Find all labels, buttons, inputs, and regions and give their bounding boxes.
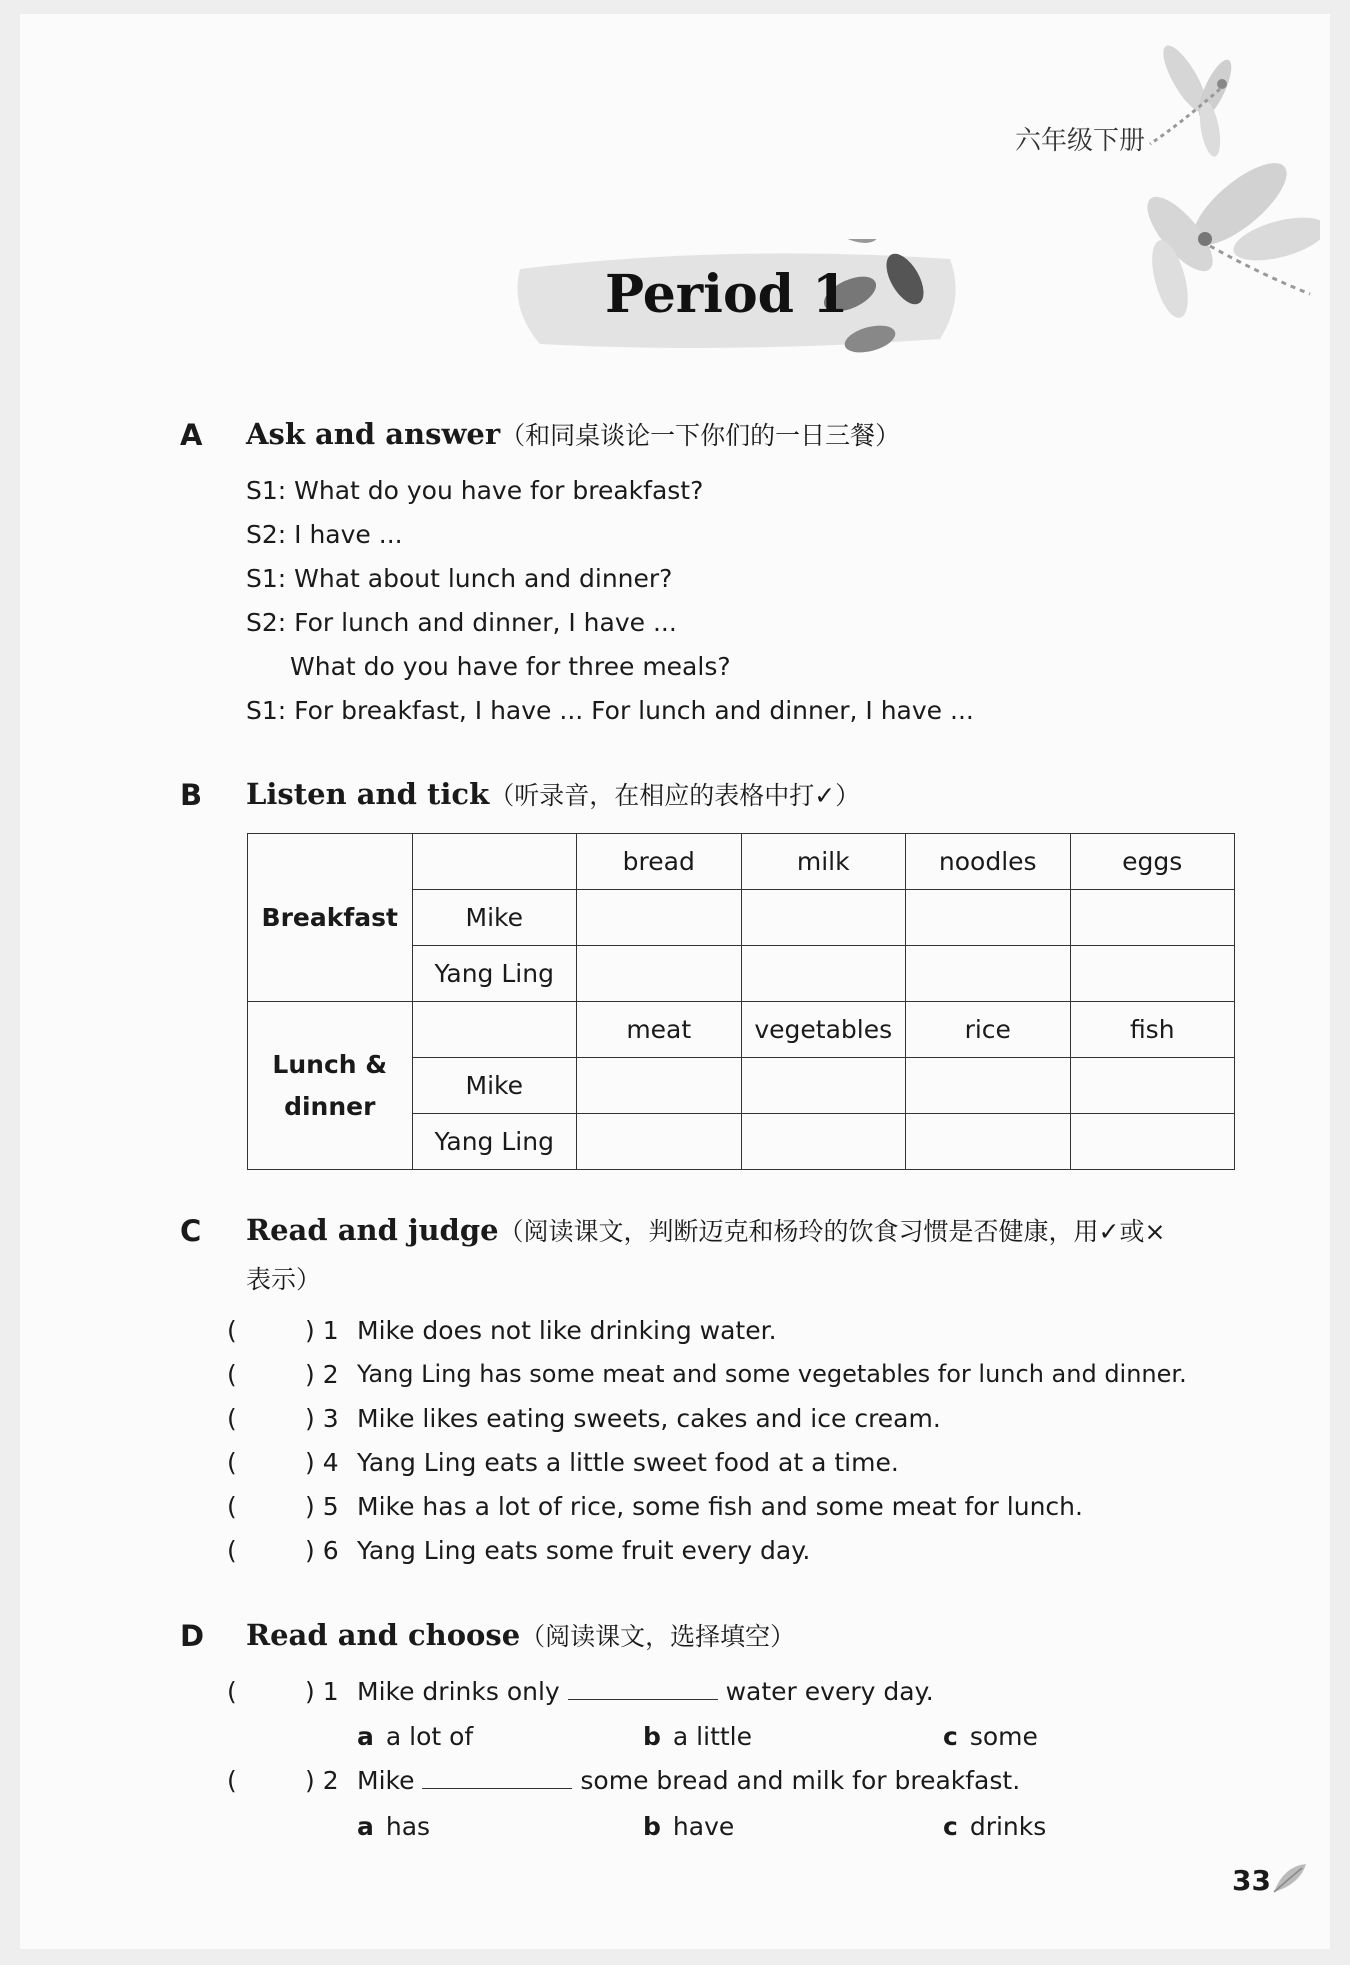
dragonfly-icon bbox=[1140, 34, 1260, 164]
question-text bbox=[357, 1766, 1020, 1795]
food-header: vegetables bbox=[741, 1002, 906, 1058]
workbook-page bbox=[20, 14, 1330, 1949]
item-number: ) 3 bbox=[305, 1404, 339, 1433]
option-c bbox=[943, 1812, 1046, 1841]
section-b-title bbox=[246, 776, 860, 812]
option-text: a little bbox=[672, 1722, 752, 1751]
page-number: 33 bbox=[1232, 1864, 1271, 1897]
section-a-title bbox=[246, 416, 900, 452]
tick-cell[interactable] bbox=[1070, 946, 1235, 1002]
item-text: Yang Ling eats a little sweet food at a time. bbox=[357, 1448, 899, 1477]
section-c-title-cont bbox=[246, 1260, 321, 1296]
name-cell: Mike bbox=[412, 890, 577, 946]
option-text: a lot of bbox=[385, 1722, 474, 1751]
section-c-title-cn: （阅读课文，判断迈克和杨玲的饮食习惯是否健康，用✓或× bbox=[498, 1217, 1166, 1246]
food-header: noodles bbox=[906, 834, 1071, 890]
item-text: Mike has a lot of rice, some fish and some meat for lunch. bbox=[357, 1492, 1083, 1521]
tick-cell[interactable] bbox=[906, 946, 1071, 1002]
option-key: c bbox=[943, 1722, 958, 1751]
tick-cell[interactable] bbox=[1070, 1114, 1235, 1170]
item-number: ) 5 bbox=[305, 1492, 339, 1521]
section-a-title-en: Ask and answer bbox=[246, 417, 501, 451]
answer-bracket[interactable]: ( bbox=[227, 1360, 237, 1389]
grade-label: 六年级下册 bbox=[1015, 126, 1146, 156]
section-b-title-cn: （听录音，在相应的表格中打✓） bbox=[489, 781, 861, 810]
name-cell: Yang Ling bbox=[412, 946, 577, 1002]
fill-blank[interactable] bbox=[568, 1699, 718, 1700]
section-c-title-en: Read and judge bbox=[246, 1213, 499, 1247]
item-number: ) 1 bbox=[305, 1677, 339, 1706]
name-cell: Yang Ling bbox=[412, 1114, 577, 1170]
option-key: b bbox=[643, 1722, 661, 1751]
tick-table bbox=[247, 833, 1235, 1170]
food-header: rice bbox=[906, 1002, 1071, 1058]
dragonfly-icon bbox=[1130, 154, 1320, 324]
tick-cell[interactable] bbox=[741, 890, 906, 946]
option-key: a bbox=[357, 1722, 374, 1751]
table-cell bbox=[412, 1002, 577, 1058]
item-text: Yang Ling has some meat and some vegetables for lunch and dinner. bbox=[357, 1360, 1187, 1388]
tick-cell[interactable] bbox=[577, 1058, 742, 1114]
question-text bbox=[357, 1677, 934, 1706]
section-d-title bbox=[246, 1617, 795, 1653]
leaf-icon bbox=[1270, 1862, 1310, 1896]
option-key: a bbox=[357, 1812, 374, 1841]
answer-bracket[interactable]: ( bbox=[227, 1316, 237, 1345]
period-title: Period 1 bbox=[605, 264, 849, 325]
dialogue-line: S2: For lunch and dinner, I have ... bbox=[246, 608, 677, 637]
answer-bracket[interactable]: ( bbox=[227, 1766, 237, 1795]
table-cell bbox=[412, 834, 577, 890]
section-a-letter: A bbox=[180, 418, 203, 452]
fill-blank[interactable] bbox=[422, 1788, 572, 1789]
tick-cell[interactable] bbox=[906, 1114, 1071, 1170]
option-text: have bbox=[672, 1812, 735, 1841]
tick-cell[interactable] bbox=[906, 1058, 1071, 1114]
item-text: Mike does not like drinking water. bbox=[357, 1316, 777, 1345]
lunch-label-line1: Lunch & bbox=[272, 1049, 388, 1079]
food-header: bread bbox=[577, 834, 742, 890]
tick-cell[interactable] bbox=[1070, 890, 1235, 946]
question-before: Mike bbox=[357, 1766, 415, 1795]
item-text: Yang Ling eats some fruit every day. bbox=[357, 1536, 811, 1565]
breakfast-label: Breakfast bbox=[248, 834, 413, 1002]
section-d-letter: D bbox=[180, 1619, 205, 1653]
dialogue-line: What do you have for three meals? bbox=[290, 652, 731, 681]
tick-cell[interactable] bbox=[741, 1058, 906, 1114]
item-number: ) 2 bbox=[305, 1766, 339, 1795]
answer-bracket[interactable]: ( bbox=[227, 1677, 237, 1706]
section-c-title bbox=[246, 1212, 1165, 1248]
food-header: fish bbox=[1070, 1002, 1235, 1058]
dialogue-line: S1: What do you have for breakfast? bbox=[246, 476, 704, 505]
lunch-dinner-label bbox=[248, 1002, 413, 1170]
question-after: water every day. bbox=[725, 1677, 934, 1706]
section-c-letter: C bbox=[180, 1214, 202, 1248]
option-a bbox=[357, 1722, 473, 1751]
option-key: c bbox=[943, 1812, 958, 1841]
option-key: b bbox=[643, 1812, 661, 1841]
option-text: some bbox=[969, 1722, 1038, 1751]
name-cell: Mike bbox=[412, 1058, 577, 1114]
dialogue-line: S1: What about lunch and dinner? bbox=[246, 564, 673, 593]
question-after: some bread and milk for breakfast. bbox=[580, 1766, 1021, 1795]
item-number: ) 1 bbox=[305, 1316, 339, 1345]
answer-bracket[interactable]: ( bbox=[227, 1536, 237, 1565]
section-b-title-en: Listen and tick bbox=[246, 777, 490, 811]
option-b bbox=[643, 1812, 734, 1841]
answer-bracket[interactable]: ( bbox=[227, 1448, 237, 1477]
item-number: ) 6 bbox=[305, 1536, 339, 1565]
lunch-label-line2: dinner bbox=[284, 1091, 376, 1121]
food-header: milk bbox=[741, 834, 906, 890]
section-b-letter: B bbox=[180, 778, 203, 812]
option-text: has bbox=[385, 1812, 431, 1841]
dialogue-line: S1: For breakfast, I have ... For lunch and dinner, I have ... bbox=[246, 696, 974, 725]
option-text: drinks bbox=[969, 1812, 1047, 1841]
dialogue-line: S2: I have ... bbox=[246, 520, 403, 549]
answer-bracket[interactable]: ( bbox=[227, 1404, 237, 1433]
tick-cell[interactable] bbox=[577, 890, 742, 946]
section-d-title-cn: （阅读课文，选择填空） bbox=[520, 1622, 796, 1651]
item-number: ) 2 bbox=[305, 1360, 339, 1389]
item-number: ) 4 bbox=[305, 1448, 339, 1477]
section-d-title-en: Read and choose bbox=[246, 1618, 521, 1652]
item-text: Mike likes eating sweets, cakes and ice cream. bbox=[357, 1404, 941, 1433]
section-a-title-cn: （和同桌谈论一下你们的一日三餐） bbox=[500, 421, 901, 450]
tick-cell[interactable] bbox=[577, 1114, 742, 1170]
tick-cell[interactable] bbox=[577, 946, 742, 1002]
tick-cell[interactable] bbox=[1070, 1058, 1235, 1114]
option-b bbox=[643, 1722, 752, 1751]
option-a bbox=[357, 1812, 430, 1841]
food-header: eggs bbox=[1070, 834, 1235, 890]
answer-bracket[interactable]: ( bbox=[227, 1492, 237, 1521]
tick-cell[interactable] bbox=[906, 890, 1071, 946]
tick-cell[interactable] bbox=[741, 1114, 906, 1170]
option-c bbox=[943, 1722, 1038, 1751]
section-c-title-cn-2: 表示） bbox=[246, 1265, 322, 1294]
tick-cell[interactable] bbox=[741, 946, 906, 1002]
food-header: meat bbox=[577, 1002, 742, 1058]
question-before: Mike drinks only bbox=[357, 1677, 560, 1706]
